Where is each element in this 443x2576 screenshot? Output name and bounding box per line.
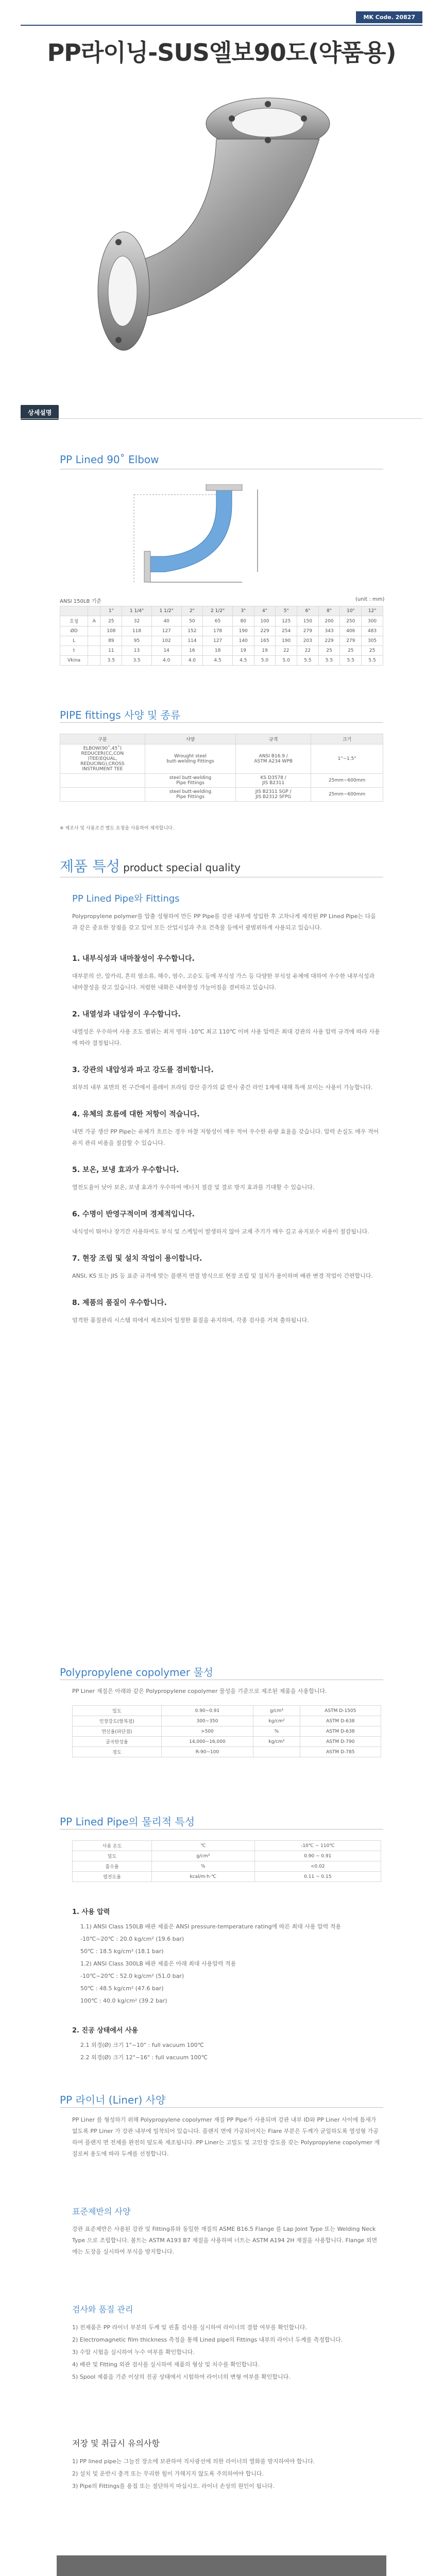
copolymer-table-body bbox=[73, 1706, 381, 1757]
table-cell: 16 bbox=[181, 646, 203, 656]
table-row bbox=[60, 656, 383, 666]
physical-table bbox=[72, 1840, 381, 1882]
header-divider bbox=[21, 25, 422, 26]
caution-item: 3) Pipe의 Fittings를 용접 또는 절단하지 마십시오. 라이너 손상의 원인이 됩니다. bbox=[72, 2483, 275, 2489]
table-cell: steel butt-welding Pipe Fittings bbox=[145, 774, 236, 788]
product-hero-image bbox=[0, 77, 443, 366]
table-cell: % bbox=[151, 1861, 254, 1872]
table-cell: 279 bbox=[297, 626, 319, 636]
table-header-cell: 5" bbox=[276, 606, 297, 616]
table-header-cell: 8" bbox=[318, 606, 340, 616]
table-cell: <0.02 bbox=[254, 1861, 381, 1872]
table-cell: 4.5 bbox=[232, 656, 254, 666]
table-cell: ASTM D-638 bbox=[300, 1716, 381, 1726]
inspection-item: 4) 배관 및 Fitting 외관 검사를 실시하여 제품의 형상 및 치수를 확인합니다. bbox=[72, 2361, 260, 2368]
table-cell: 밀도 bbox=[73, 1851, 152, 1861]
table-cell: -10℃ ~ 110℃ bbox=[254, 1841, 381, 1851]
feature-body: 내면 가공 생산 PP Pipe는 유체가 흐르는 경우 마찰 저항성이 매우 적어 우수한 유량 효율을 갖습니다. 압력 손실도 매우 적어 유지 관리 비용을 절감할 수 있습니다. bbox=[72, 1128, 379, 1146]
table-row bbox=[73, 1706, 381, 1716]
table-cell: 50 bbox=[181, 616, 203, 626]
elbow-section-title: PP Lined 90˚ Elbow bbox=[60, 453, 159, 466]
table-cell: 203 bbox=[297, 636, 319, 646]
table-cell: R-90~100 bbox=[161, 1747, 253, 1757]
mk-code-badge: MK Code. 20827 bbox=[356, 11, 422, 23]
physical-table-body bbox=[73, 1841, 381, 1882]
table-header-cell: 1" bbox=[100, 606, 122, 616]
table-cell: kcal/m·h·℃ bbox=[151, 1872, 254, 1882]
table-cell: kg/cm² bbox=[253, 1737, 300, 1747]
standard-body: 강관 표준제반은 사용된 강관 및 Fitting류와 동일한 재질의 ASME B16.5 Flange 를 Lap Joint Type 또는 Welding Neck Type 으로 조립합니다. 볼트는 ASTM A193 B7 재질을 사용하며 너트는 ASTM A194 2H 재질을 사용합니다. Flange 외면에는 도장을 실시하여 부식을 방지합니다. bbox=[72, 2226, 378, 2255]
quality-section-title bbox=[60, 855, 241, 876]
table-row bbox=[73, 1841, 381, 1851]
fittings-note: ※ 제조사 및 사용조건 별도 요청을 사용하여 제작합니다. bbox=[60, 826, 174, 831]
table-cell: 190 bbox=[232, 626, 254, 636]
table-cell: % bbox=[253, 1726, 300, 1737]
table-cell: 흡수율 bbox=[73, 1861, 152, 1872]
table-cell: 300 bbox=[362, 616, 383, 626]
table-cell: 14,000~16,000 bbox=[161, 1737, 253, 1747]
table-cell: 254 bbox=[276, 626, 297, 636]
elbow-table-unit: (unit : mm) bbox=[355, 597, 385, 602]
table-header-cell: 2 1/2" bbox=[203, 606, 233, 616]
usage-line: 1.2) ANSI Class 300LB 배관 제품은 아래 최대 사용압력 적용 bbox=[80, 1960, 236, 1967]
table-cell: A bbox=[88, 616, 100, 626]
caution-item: 2) 설치 및 운반시 충격 또는 무리한 힘이 가해지지 않도록 주의하여야 합니다. bbox=[72, 2470, 264, 2477]
table-cell: 13 bbox=[122, 646, 152, 656]
table-row bbox=[73, 1726, 381, 1737]
lined-pipe-title: PP Lined Pipe와 Fittings bbox=[72, 893, 180, 904]
feature-heading: 2. 내열성과 내압성이 우수합니다. bbox=[72, 1010, 181, 1019]
table-header-cell: 2" bbox=[181, 606, 203, 616]
caution-title: 저장 및 취급시 유의사항 bbox=[72, 2438, 160, 2448]
table-cell: 4.0 bbox=[181, 656, 203, 666]
table-cell: 250 bbox=[340, 616, 362, 626]
feature-heading: 1. 내부식성과 내마찰성이 우수합니다. bbox=[72, 955, 195, 963]
lined-pipe-intro: Polypropylene polymer를 압출 성형하여 만든 PP Pipe를 강관 내부에 성입한 후 고차나게 제작된 PP Lined Pipe는 다음과 같은 중요한 장점을 갖고 있어 모든 산업시설과 주요 건축물 등에서 광범위하게 사용되고 있습니다. bbox=[72, 913, 376, 931]
feature-body: 대부분의 산, 알카리, 흔히 염소류, 해수, 염수, 고순도 등에 부식성 가스 등 다양한 부식성 유체에 대하여 우수한 내부식성과 내마찰성을 갖고 있습니다. 저렴한 내화은 내마찰성 가늘어짐을 겸비하고 있습니다. bbox=[72, 973, 374, 991]
table-cell: 127 bbox=[151, 626, 181, 636]
elbow-dimension-diagram bbox=[103, 484, 340, 587]
elbow-dimension-table bbox=[60, 606, 383, 666]
table-header-row bbox=[60, 606, 383, 616]
feature-body: 엄격한 품질관리 시스템 하에서 제조되어 일정한 품질을 유지하며, 각종 검사를 거쳐 출하됩니다. bbox=[72, 1317, 309, 1324]
feature-heading: 4. 유체의 흐름에 대한 저항이 적습니다. bbox=[72, 1110, 200, 1118]
table-row bbox=[73, 1737, 381, 1747]
table-cell: 11 bbox=[100, 646, 122, 656]
table-cell: 14 bbox=[151, 646, 181, 656]
inspection-item: 3) 수압 시험을 실시하여 누수 여부를 확인합니다. bbox=[72, 2349, 195, 2355]
vacuum-line: 2.1 외경(Ø) 크기 1"~10" : full vacuum 100℃ bbox=[80, 2042, 205, 2048]
table-cell: 118 bbox=[122, 626, 152, 636]
section-divider bbox=[60, 2107, 383, 2108]
detail-tab[interactable]: 상세설명 bbox=[21, 405, 59, 420]
table-cell: 165 bbox=[254, 636, 276, 646]
table-cell: ℃ bbox=[151, 1841, 254, 1851]
liner-title: PP 라이너 (Liner) 사양 bbox=[60, 2094, 166, 2106]
table-cell: 호칭 bbox=[60, 616, 88, 626]
table-cell: 200 bbox=[318, 616, 340, 626]
table-header-cell: 3" bbox=[232, 606, 254, 616]
table-row bbox=[60, 636, 383, 646]
table-cell: g/cm³ bbox=[253, 1706, 300, 1716]
table-cell: 152 bbox=[181, 626, 203, 636]
vacuum-lines bbox=[80, 2039, 379, 2064]
liner-body: PP Liner 를 형성하기 위해 Polypropylene copolymer 재질 PP Pipe가 사용되며 강관 내부 ID와 PP Liner 사이에 틈새가 없도록 PP Liner 가 강관 내부에 밀착되어 있습니다. 플랜지 면에 가공되어지는 Flare 부분은 두께가 균일하도록 열성형 가공하여 플랜지 면 전체를 완전히 덮도록 제조됩니다. PP Liner는 고밀도 및 고인장 강도를 갖는 Polypropylene copolymer 재질로써 용도에 따라 두께를 선정합니다. bbox=[72, 2116, 380, 2157]
table-cell: 0.11 ~ 0.15 bbox=[254, 1872, 381, 1882]
inspection-item: 2) Electromagnetic film thickness 측정을 통해 Lined pipe의 Fittings 내부의 라이너 두께를 측정합니다. bbox=[72, 2336, 343, 2343]
table-cell: steel butt-welding Pipe Fittings bbox=[145, 788, 236, 802]
table-cell: 19 bbox=[254, 646, 276, 656]
table-cell: 65 bbox=[203, 616, 233, 626]
table-cell: 25 bbox=[318, 646, 340, 656]
table-cell: 5.0 bbox=[254, 656, 276, 666]
feature-item bbox=[72, 1009, 381, 1049]
table-cell: 406 bbox=[340, 626, 362, 636]
fittings-table bbox=[60, 734, 383, 802]
table-cell: 125 bbox=[276, 616, 297, 626]
feature-heading: 8. 제품의 품질이 우수합니다. bbox=[72, 1299, 167, 1307]
table-cell: 190 bbox=[276, 636, 297, 646]
table-cell bbox=[88, 636, 100, 646]
table-cell bbox=[88, 656, 100, 666]
table-row bbox=[73, 1747, 381, 1757]
feature-heading: 5. 보온, 보냉 효과가 우수합니다. bbox=[72, 1166, 179, 1174]
table-header-cell: 10" bbox=[340, 606, 362, 616]
table-cell: 18 bbox=[203, 646, 233, 656]
table-cell: 25 bbox=[100, 616, 122, 626]
table-cell: ØD bbox=[60, 626, 88, 636]
feature-body: 열전도율이 낮아 보온, 보냉 효과가 우수하여 에너지 절감 및 결로 방지 효과를 기대할 수 있습니다. bbox=[72, 1184, 315, 1191]
usage-lines bbox=[80, 1921, 379, 2007]
table-cell: 25 bbox=[340, 646, 362, 656]
table-header-cell: 4" bbox=[254, 606, 276, 616]
table-cell: 229 bbox=[318, 636, 340, 646]
table-cell: KS D3578 / JIS B2311 bbox=[236, 774, 311, 788]
table-cell: 19 bbox=[232, 646, 254, 656]
table-cell: 0.90 ~ 0.91 bbox=[254, 1851, 381, 1861]
feature-list bbox=[72, 953, 381, 1342]
table-cell: 25mm~600mm bbox=[311, 774, 383, 788]
table-row bbox=[60, 616, 383, 626]
table-cell: 3.5 bbox=[100, 656, 122, 666]
copolymer-title: Polypropylene copolymer 물성 bbox=[60, 1666, 213, 1679]
table-cell: 연신율(파단점) bbox=[73, 1726, 162, 1737]
table-cell: >500 bbox=[161, 1726, 253, 1737]
table-row bbox=[60, 744, 383, 774]
quality-title-text: 제품 특성 bbox=[60, 858, 121, 875]
table-cell: 5.5 bbox=[318, 656, 340, 666]
feature-heading: 3. 강관의 내압성과 파고 강도를 겸비합니다. bbox=[72, 1066, 214, 1074]
feature-body: 내식성이 뛰어나 장기간 사용하여도 부식 및 스케일이 발생하지 않아 교체 주기가 매우 길고 유지보수 비용이 절감됩니다. bbox=[72, 1228, 369, 1235]
table-cell: 343 bbox=[318, 626, 340, 636]
table-row bbox=[73, 1851, 381, 1861]
table-cell: 3.5 bbox=[122, 656, 152, 666]
table-cell: ASTM D-1505 bbox=[300, 1706, 381, 1716]
usage-line: 100℃ : 40.0 kg/cm² (39.2 bar) bbox=[80, 1997, 167, 2004]
feature-item bbox=[72, 1109, 381, 1149]
table-header-cell: 크기 bbox=[311, 734, 383, 744]
table-header-cell: 12" bbox=[362, 606, 383, 616]
standard-title: 표준제반의 사양 bbox=[72, 2207, 131, 2216]
table-row bbox=[60, 774, 383, 788]
table-cell bbox=[60, 774, 145, 788]
table-cell: 279 bbox=[340, 636, 362, 646]
feature-item bbox=[72, 1064, 381, 1093]
feature-item bbox=[72, 1164, 381, 1193]
table-cell: kg/cm² bbox=[253, 1716, 300, 1726]
table-cell: 300~350 bbox=[161, 1716, 253, 1726]
table-cell: 229 bbox=[254, 626, 276, 636]
copolymer-intro: PP Liner 재질은 아래와 같은 Polypropylene copolymer 물성을 기준으로 제조된 제품을 사용합니다. bbox=[72, 1688, 327, 1694]
table-cell: t bbox=[60, 646, 88, 656]
table-cell: 22 bbox=[297, 646, 319, 656]
product-title: PP라이닝-SUS엘보90도(약품용) bbox=[47, 39, 396, 66]
usage-line: 50℃ : 18.5 kg/cm² (18.1 bar) bbox=[80, 1948, 164, 1955]
caution-list bbox=[72, 2455, 381, 2493]
table-cell: 경도 bbox=[73, 1747, 162, 1757]
inspection-title: 검사와 품질 관리 bbox=[72, 2304, 133, 2314]
table-header-cell: 규격 bbox=[236, 734, 311, 744]
table-cell: L bbox=[60, 636, 88, 646]
feature-heading: 7. 현장 조립 및 설치 작업이 용이합니다. bbox=[72, 1255, 202, 1263]
table-cell: 95 bbox=[122, 636, 152, 646]
table-cell: 굴곡탄성율 bbox=[73, 1737, 162, 1747]
inspection-item: 5) Spool 제품을 기준 이상의 진공 상태에서 시험하여 라이너의 변형 여부를 확인합니다. bbox=[72, 2374, 291, 2380]
table-cell: 밀도 bbox=[73, 1706, 162, 1716]
feature-body: 외부의 내부 표면의 전 구간에서 플레이 프라임 강산 증가의 값 반사 중간 라인 1계에 대해 특에 보이는 사용이 가능합니다. bbox=[72, 1084, 373, 1091]
table-cell: 5.5 bbox=[297, 656, 319, 666]
table-cell: 80 bbox=[232, 616, 254, 626]
table-cell: ELBOW(90˚,45˚) REDUCER(CC,CON )TEE(EQUAL, REDUCING),CROSS INSTRUMENT TEE bbox=[60, 744, 145, 774]
fittings-table-body bbox=[60, 744, 383, 802]
table-cell: JIS B2311 SGP / JIS B2312 SFPG bbox=[236, 788, 311, 802]
table-cell: 32 bbox=[122, 616, 152, 626]
table-header-row bbox=[60, 734, 383, 744]
physical-title: PP Lined Pipe의 물리적 특성 bbox=[60, 1816, 195, 1828]
table-row bbox=[73, 1716, 381, 1726]
usage-heading: 1. 사용 압력 bbox=[72, 1908, 110, 1916]
feature-body: 내열성은 우수하여 사용 조도 범위는 최저 영하 -10℃ 최고 110℃ 이며 사용 압력은 최대 강관의 사용 압력 규격에 따라 사용에 따라 결정됩니다. bbox=[72, 1028, 380, 1046]
elbow-table-body bbox=[60, 616, 383, 666]
vacuum-heading: 2. 진공 상태에서 사용 bbox=[72, 2027, 139, 2035]
table-cell: 108 bbox=[100, 626, 122, 636]
table-cell: 114 bbox=[181, 636, 203, 646]
table-row bbox=[60, 788, 383, 802]
table-cell: 5.5 bbox=[340, 656, 362, 666]
table-header-cell: 1 1/2" bbox=[151, 606, 181, 616]
inspection-list bbox=[72, 2321, 381, 2383]
table-cell: 102 bbox=[151, 636, 181, 646]
table-cell: 40 bbox=[151, 616, 181, 626]
quality-subtitle: product special quality bbox=[123, 861, 241, 874]
table-header-cell: 1 1/4" bbox=[122, 606, 152, 616]
usage-line: 50℃ : 48.5 kg/cm² (47.6 bar) bbox=[80, 1985, 164, 1992]
table-row bbox=[73, 1861, 381, 1872]
section-divider bbox=[60, 722, 383, 723]
table-cell: 178 bbox=[203, 626, 233, 636]
table-cell: 100 bbox=[254, 616, 276, 626]
usage-line: -10℃~20℃ : 52.0 kg/cm² (51.0 bar) bbox=[80, 1973, 184, 1979]
usage-line: 1.1) ANSI Class 150LB 배관 제품은 ANSI pressure-temperature rating에 따른 최대 사용 압력 적용 bbox=[80, 1923, 342, 1930]
table-cell bbox=[60, 788, 145, 802]
table-cell: 127 bbox=[203, 636, 233, 646]
feature-body: ANSI, KS 또는 JIS 등 표준 규격에 맞는 플랜지 연결 방식으로 현장 조립 및 설치가 용이하며 배관 변경 작업이 간편합니다. bbox=[72, 1273, 373, 1279]
feature-item bbox=[72, 1209, 381, 1238]
table-cell: 25mm~600mm bbox=[311, 788, 383, 802]
usage-line: -10℃~20℃ : 20.0 kg/cm² (19.6 bar) bbox=[80, 1936, 184, 1942]
table-cell: 483 bbox=[362, 626, 383, 636]
feature-heading: 6. 수명이 반영구적이며 경제적입니다. bbox=[72, 1210, 195, 1218]
table-cell: 4.0 bbox=[151, 656, 181, 666]
table-row bbox=[60, 626, 383, 636]
table-cell: 5.0 bbox=[276, 656, 297, 666]
table-cell bbox=[253, 1747, 300, 1757]
caution-item: 1) PP lined pipe는 그늘진 장소에 보관하여 직사광선에 의한 라이너의 열화를 방지하여야 합니다. bbox=[72, 2458, 315, 2465]
table-cell: 0.90~0.91 bbox=[161, 1706, 253, 1716]
table-header-cell: 6" bbox=[297, 606, 319, 616]
table-cell: ASTM D-638 bbox=[300, 1726, 381, 1737]
elbow-hero-illustration bbox=[0, 77, 443, 366]
table-header-cell: 구분 bbox=[60, 734, 145, 744]
fittings-section-title: PIPE fittings 사양 및 종류 bbox=[60, 709, 181, 721]
table-cell: 사용 온도 bbox=[73, 1841, 152, 1851]
table-cell: ANSI B16.9 / ASTM A234 WPB bbox=[236, 744, 311, 774]
table-cell: 305 bbox=[362, 636, 383, 646]
table-cell: ASTM D-785 bbox=[300, 1747, 381, 1757]
inspection-item: 1) 전제품은 PP 라이너 부분의 두께 및 핀홀 검사를 실시하여 라이너의 결함 여부를 확인합니다. bbox=[72, 2324, 308, 2331]
table-cell: 4.5 bbox=[203, 656, 233, 666]
table-cell: 150 bbox=[297, 616, 319, 626]
table-cell: 인장강도(항복점) bbox=[73, 1716, 162, 1726]
vacuum-line: 2.2 외경(Ø) 크기 12"~16" : full vacuum 100℃ bbox=[80, 2054, 208, 2061]
table-cell bbox=[88, 626, 100, 636]
table-cell: 25 bbox=[362, 646, 383, 656]
table-header-cell: 사양 bbox=[145, 734, 236, 744]
table-header-cell bbox=[88, 606, 100, 616]
table-cell bbox=[88, 646, 100, 656]
table-cell: ASTM D-790 bbox=[300, 1737, 381, 1747]
feature-item bbox=[72, 953, 381, 993]
table-cell: 140 bbox=[232, 636, 254, 646]
table-cell: Vkina bbox=[60, 656, 88, 666]
table-header-cell bbox=[60, 606, 88, 616]
table-cell: Wrought steel butt-welding Fittings bbox=[145, 744, 236, 774]
table-cell: g/cm³ bbox=[151, 1851, 254, 1861]
feature-item bbox=[72, 1253, 381, 1282]
elbow-table-caption: ANSI 150LB 기준 bbox=[60, 599, 101, 604]
factory-photo bbox=[57, 2555, 386, 2576]
feature-item bbox=[72, 1297, 381, 1326]
table-cell: 열전도율 bbox=[73, 1872, 152, 1882]
table-cell: 5.5 bbox=[362, 656, 383, 666]
table-row bbox=[73, 1872, 381, 1882]
table-cell: 89 bbox=[100, 636, 122, 646]
copolymer-table bbox=[72, 1705, 381, 1757]
tab-divider bbox=[21, 418, 422, 419]
table-cell: 22 bbox=[276, 646, 297, 656]
table-cell: 1"~1.5" bbox=[311, 744, 383, 774]
table-row bbox=[60, 646, 383, 656]
